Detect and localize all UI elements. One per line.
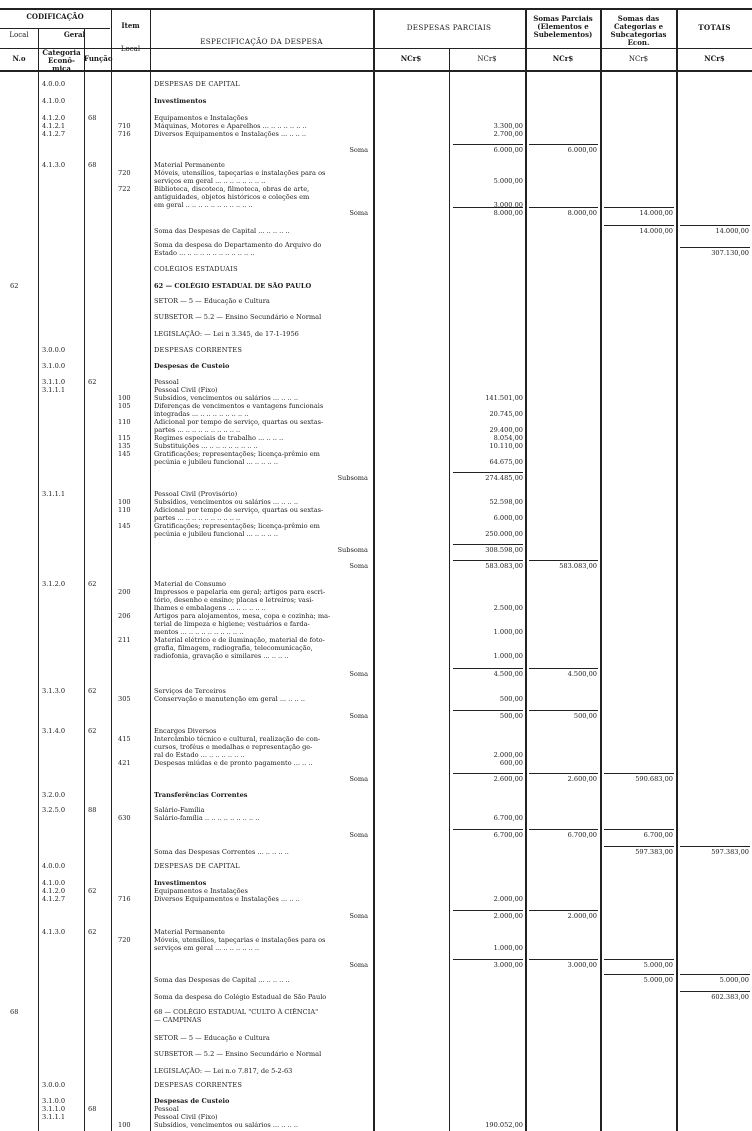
ledger-row [0,146,752,155]
category-code: 4.1.2.1 [42,122,66,130]
partial-sum-value: 6.000,00 [567,146,597,154]
ledger-row [0,814,752,823]
function-code: 68 [88,114,97,122]
header-geral: Geral [63,30,86,39]
specification-text: Gratificações; representações; licença-prêmio em [154,450,320,458]
category-code: 4.0.0.0 [42,80,66,88]
sum-underline [529,668,598,669]
category-code: 3.0.0.0 [42,346,66,354]
item-number: 110 [118,506,131,514]
specification-text: serviços em geral ... .. .. .. .. .. .. .. [154,177,266,185]
specification-text: Subsídios, vencimentos ou salários ... .. .. .. [154,498,299,506]
function-code: 62 [88,887,97,895]
sum-underline [680,247,750,248]
specification-text: Equipamentos e Instalações [154,887,248,895]
specification-text: Equipamentos e Instalações [154,114,248,122]
specification-text: Pessoal Civil (Provisório) [154,490,238,498]
specification-text: Encargos Diversos [154,727,217,735]
header-rule-bottom [0,70,752,72]
ledger-row [0,912,752,921]
specification-text: DESPESAS CORRENTES [154,346,243,354]
sum-underline [453,829,523,830]
ledger-row [0,562,752,571]
item-number: 145 [118,522,131,530]
ledger-row [0,474,752,483]
specification-text: mentos ... .. .. .. .. .. .. .. .. .. [154,628,244,636]
category-code: 4.1.2.7 [42,895,66,903]
ledger-row [0,130,752,139]
item-number: 720 [118,936,131,944]
partial-expense-value: 4.500,00 [493,670,523,678]
ledger-row [0,993,752,1002]
partial-expense-value: 2.700,00 [493,130,523,138]
specification-text: SETOR — 5 — Educação e Cultura [154,297,270,305]
specification-text: Salário-família .. .. .. .. .. .. .. .. .. [154,814,260,822]
specification-text: COLÉGIOS ESTADUAIS [154,265,238,273]
sum-underline [453,560,523,561]
specification-text: Pessoal Civil (Fixo) [154,386,218,394]
specification-text: Subsídios, vencimentos ou salários ... .. .. .. [154,394,299,402]
ledger-row [0,265,752,274]
ledger-row [0,346,752,355]
category-code: 3.1.0.0 [42,362,66,370]
ledger-row [0,895,752,904]
sum-underline [604,829,674,830]
sum-underline [453,710,523,711]
item-number: 710 [118,122,131,130]
specification-text: Subsídios, vencimentos ou salários ... .. .. .. [154,1121,299,1129]
specification-text: LEGISLAÇÃO: — Lei n 3.345, de 17-1-1956 [154,330,299,338]
specification-text: DESPESAS CORRENTES [154,1081,243,1089]
specification-text: tório, desenho e ensino; placas e letreiros; vasi- [154,596,314,604]
ledger-row [0,1034,752,1043]
sum-underline [680,225,750,226]
specification-text: em geral .. .. .. .. .. .. .. .. .. .. .. [154,201,253,209]
specification-text: Soma das Despesas de Capital ... .. .. .. .. [154,227,290,235]
specification-text: pecúnia e jubileu funcional ... .. .. .. .. [154,530,278,538]
partial-expense-value: 583.083,00 [485,562,523,570]
ledger-row [0,652,752,661]
sum-underline [604,773,674,774]
ledger-row [0,209,752,218]
specification-text: Diversos Equipamentos e Instalações ... .. .. .. [154,130,307,138]
partial-expense-value: 52.598,00 [489,498,523,506]
category-sum-value: 597.383,00 [635,848,673,856]
header-local: Local [9,31,29,39]
partial-expense-value: 2.500,00 [493,604,523,612]
partial-expense-value: 1.000,00 [493,944,523,952]
specification-text: Material de Consumo [154,580,226,588]
ledger-row [0,330,752,339]
specification-text: Material Permanente [154,928,225,936]
partial-sum-value: 583.083,00 [559,562,597,570]
header-rule-codificacao [0,28,110,29]
sum-underline [529,207,598,208]
partial-expense-value: 8.000,00 [493,209,523,217]
specification-text: Soma [349,670,368,678]
specification-text: grafia, filmagem, radiografia, telecomunicação, [154,644,313,652]
partial-expense-value: 8.054,00 [493,434,523,442]
function-code: 62 [88,378,97,386]
ledger-row [0,458,752,467]
item-number: 421 [118,759,131,767]
partial-expense-value: 1.000,00 [493,652,523,660]
header-somas-parciais: Somas Parciais (Elementos e Subelementos) [533,14,593,39]
header-ncr-1: NCr$ [400,54,422,63]
specification-text: — CAMPINAS [154,1016,202,1024]
category-sum-value: 5.000,00 [643,976,673,984]
sum-underline [604,974,674,975]
specification-text: Soma da despesa do Departamento do Arquivo do [154,241,322,249]
partial-expense-value: 2.000,00 [493,895,523,903]
partial-expense-value: 10.110,00 [489,442,523,450]
ledger-row [0,313,752,322]
partial-sum-value: 3.000,00 [567,961,597,969]
sum-underline [680,991,750,992]
specification-text: SUBSETOR — 5.2 — Ensino Secundário e Normal [154,1050,322,1058]
specification-text: Soma [349,961,368,969]
category-code: 4.1.2.0 [42,887,66,895]
ledger-row [0,227,752,236]
specification-text: partes ... .. .. .. .. .. .. .. .. .. [154,514,241,522]
ledger-row [0,862,752,871]
ledger-row [0,1081,752,1090]
ledger-row [0,695,752,704]
category-code: 3.2.0.0 [42,791,66,799]
ledger-row [0,249,752,258]
specification-text: Transferências Correntes [154,791,248,799]
category-code: 4.1.0.0 [42,879,66,887]
ledger-row [0,670,752,679]
sum-underline [453,472,523,473]
specification-text: Despesas de Custeio [154,1097,230,1105]
partial-expense-value: 29.400,00 [489,426,523,434]
specification-text: Regimes especiais de trabalho ... .. .. .. [154,434,284,442]
ledger-row [0,1121,752,1130]
sum-underline [529,959,598,960]
category-code: 4.1.3.0 [42,928,66,936]
specification-text: Investimentos [154,879,207,887]
ledger-row [0,944,752,953]
sum-underline [529,910,598,911]
partial-expense-value: 500,00 [499,695,523,703]
partial-expense-value: 6.000,00 [493,146,523,154]
partial-sum-value: 4.500,00 [567,670,597,678]
sum-underline [529,710,598,711]
partial-expense-value: 250.000,00 [485,530,523,538]
category-sum-value: 590.683,00 [635,775,673,783]
category-code: 3.1.3.0 [42,687,66,695]
ledger-row [0,297,752,306]
specification-text: partes ... .. .. .. .. .. .. .. .. .. [154,426,241,434]
specification-text: SUBSETOR — 5.2 — Ensino Secundário e Normal [154,313,322,321]
specification-text: Móveis, utensílios, tapeçarias e instalações para os [154,169,326,177]
item-number: 145 [118,450,131,458]
sum-underline [529,773,598,774]
ledger-row [0,712,752,721]
partial-expense-value: 3.300,00 [493,122,523,130]
header-item-local: Local [120,45,141,53]
specification-text: Soma [349,209,368,217]
ledger-row [0,961,752,970]
specification-text: Adicional por tempo de serviço, quartas ou sextas- [154,418,324,426]
function-code: 68 [88,161,97,169]
ledger-row [0,976,752,985]
specification-text: Soma [349,831,368,839]
sum-underline [604,959,674,960]
partial-expense-value: 6.700,00 [493,831,523,839]
specification-text: LEGISLAÇÃO: — Lei n.o 7.817, de 5-2-63 [154,1067,293,1075]
specification-text: antiguidades, objetos históricos e coleções em [154,193,310,201]
partial-sum-value: 2.000,00 [567,912,597,920]
specification-text: Biblioteca, discoteca, filmoteca, obras de arte, [154,185,310,193]
header-ncr-5: NCr$ [704,54,725,63]
specification-text: Soma [349,712,368,720]
function-code: 62 [88,727,97,735]
specification-text: Despesas miúdas e de pronto pagamento ... .. .. [154,759,313,767]
category-code: 3.1.4.0 [42,727,66,735]
specification-text: Despesas de Custeio [154,362,230,370]
specification-text: Investimentos [154,97,207,105]
category-code: 3.0.0.0 [42,1081,66,1089]
header-ncr-2: NCr$ [477,55,497,63]
sum-underline [680,846,750,847]
header-numero: N.o [12,54,26,63]
item-number: 206 [118,612,131,620]
category-sum-value: 14.000,00 [639,227,673,235]
specification-text: Subsoma [337,546,368,554]
total-value: 5.000,00 [719,976,749,984]
item-number: 630 [118,814,131,822]
total-value: 597.383,00 [711,848,749,856]
sum-underline [529,144,598,145]
category-sum-value: 5.000,00 [643,961,673,969]
partial-expense-value: 1.000,00 [493,628,523,636]
ledger-row [0,97,752,106]
function-code: 62 [88,687,97,695]
category-code: 4.1.0.0 [42,97,66,105]
item-number: 305 [118,695,131,703]
category-code: 3.1.1.1 [42,1113,66,1121]
ledger-row [0,362,752,371]
local-number: 62 [10,282,19,290]
specification-text: 68 — COLÉGIO ESTADUAL "CULTO À CIÊNCIA" [154,1008,319,1016]
function-code: 62 [88,928,97,936]
category-sum-value: 14.000,00 [639,209,673,217]
item-number: 110 [118,418,131,426]
specification-text: Salário-Família [154,806,205,814]
specification-text: ral do Estado ... .. .. .. .. .. .. [154,751,245,759]
specification-text: Diferenças de vencimentos e vantagens funcionais [154,402,324,410]
partial-expense-value: 2.000,00 [493,751,523,759]
header-despesas-parciais: DESPESAS PARCIAIS [406,23,492,32]
item-number: 105 [118,402,131,410]
ledger-row [0,759,752,768]
ledger-row [0,530,752,539]
item-number: 135 [118,442,131,450]
specification-text: Máquinas, Motores e Aparelhos ... .. .. .. .. .. .. [154,122,307,130]
category-code: 4.1.3.0 [42,161,66,169]
ledger-row [0,282,752,291]
item-number: 722 [118,185,131,193]
specification-text: Soma da despesa do Colégio Estadual de São Paulo [154,993,327,1001]
sum-underline [529,560,598,561]
item-number: 415 [118,735,131,743]
category-sum-value: 6.700,00 [643,831,673,839]
partial-expense-value: 141.501,00 [485,394,523,402]
sum-underline [604,207,674,208]
category-code: 3.1.0.0 [42,1097,66,1105]
partial-sum-value: 6.700,00 [567,831,597,839]
specification-text: SETOR — 5 — Educação e Cultura [154,1034,270,1042]
specification-text: Soma das Despesas Correntes ... .. .. .. .. [154,848,289,856]
item-number: 115 [118,434,131,442]
partial-expense-value: 190.052,00 [485,1121,523,1129]
partial-expense-value: 308.598,00 [485,546,523,554]
specification-text: radiofonia, gravação e similares ... .. .. .. [154,652,289,660]
partial-expense-value: 2.000,00 [493,912,523,920]
specification-text: Material elétrico e de iluminação, material de foto- [154,636,325,644]
specification-text: Pessoal [154,378,179,386]
specification-text: Soma [349,146,368,154]
partial-expense-value: 20.745,00 [489,410,523,418]
ledger-row [0,848,752,857]
item-number: 200 [118,588,131,596]
ledger-row [0,1050,752,1059]
sum-underline [453,207,523,208]
item-number: 100 [118,394,131,402]
total-value: 602.383,00 [711,993,749,1001]
header-ncr-4: NCr$ [628,55,649,63]
total-value: 14.000,00 [715,227,749,235]
specification-text: Soma [349,562,368,570]
category-code: 3.1.1.0 [42,378,66,386]
header-especificacao: ESPECIFICAÇÃO DA DESPESA [200,37,323,46]
item-number: 716 [118,130,131,138]
specification-text: serviços em geral ... .. .. .. .. .. .. [154,944,260,952]
specification-text: Estado ... .. .. .. .. .. .. .. .. .. .. .. [154,249,255,257]
partial-sum-value: 2.600,00 [567,775,597,783]
specification-text: pecúnia e jubileu funcional ... .. .. .. .. [154,458,278,466]
specification-text: integradas ... .. .. .. .. .. .. .. .. [154,410,249,418]
specification-text: Intercâmbio técnico e cultural, realização de con- [154,735,321,743]
item-number: 720 [118,169,131,177]
header-codificacao: CODIFICAÇÃO [26,12,84,21]
sum-underline [680,974,750,975]
top-border [0,8,752,10]
sum-underline [604,846,674,847]
header-categoria: Categoria Econô-mica [42,48,81,73]
partial-expense-value: 6.000,00 [493,514,523,522]
category-code: 3.1.1.1 [42,386,66,394]
sum-underline [453,668,523,669]
item-number: 211 [118,636,131,644]
specification-text: Conservação e manutenção em geral ... .. .. .. [154,695,306,703]
category-code: 3.1.2.0 [42,580,66,588]
specification-text: Soma [349,775,368,783]
partial-expense-value: 3.000,00 [493,201,523,209]
category-code: 3.1.1.1 [42,490,66,498]
specification-text: Adicional por tempo de serviço, quartas ou sextas- [154,506,324,514]
specification-text: Móveis, utensílios, tapeçarias e instalações para os [154,936,326,944]
specification-text: Soma das Despesas de Capital ... .. .. .. .. [154,976,290,984]
specification-text: Substituições ... .. .. .. .. .. .. .. .. [154,442,258,450]
header-item: Item [121,21,140,30]
header-funcao: Função [84,54,113,63]
ledger-row [0,791,752,800]
specification-text: Pessoal Civil (Fixo) [154,1113,218,1121]
specification-text: 62 — COLÉGIO ESTADUAL DE SÃO PAULO [154,282,312,290]
ledger-row [0,1067,752,1076]
function-code: 68 [88,1105,97,1113]
partial-expense-value: 500,00 [499,712,523,720]
header-somas-categorias: Somas das Categorias e Subcategorias Econ. [610,14,667,47]
category-code: 4.0.0.0 [42,862,66,870]
sum-underline [453,544,523,545]
sum-underline [453,959,523,960]
specification-text: Gratificações; representações; licença-prêmio em [154,522,320,530]
partial-sum-value: 8.000,00 [567,209,597,217]
specification-text: terial de limpeza e higiene; vestuários e farda- [154,620,310,628]
partial-expense-value: 5.000,00 [493,177,523,185]
partial-expense-value: 6.700,00 [493,814,523,822]
local-number: 68 [10,1008,19,1016]
sum-underline [453,144,523,145]
ledger-row [0,831,752,840]
category-code: 3.1.1.0 [42,1105,66,1113]
sum-underline [604,225,674,226]
partial-expense-value: 274.485,00 [485,474,523,482]
item-number: 716 [118,895,131,903]
category-code: 4.1.2.7 [42,130,66,138]
item-number: 100 [118,498,131,506]
specification-text: Diversos Equipamentos e Instalações ... .. .. [154,895,300,903]
specification-text: cursos, troféus e medalhas e representação ge- [154,743,313,751]
ledger-row [0,1016,752,1025]
partial-expense-value: 3.000,00 [493,961,523,969]
specification-text: Soma [349,912,368,920]
partial-sum-value: 500,00 [573,712,597,720]
category-code: 4.1.2.0 [42,114,66,122]
ledger-row [0,80,752,89]
header-ncr-3: NCr$ [552,54,574,63]
specification-text: Impressos e papelaria em geral; artigos para escri- [154,588,326,596]
function-code: 62 [88,580,97,588]
sum-underline [453,773,523,774]
specification-text: DESPESAS DE CAPITAL [154,862,240,870]
function-code: 88 [88,806,97,814]
specification-text: DESPESAS DE CAPITAL [154,80,240,88]
header-totais: TOTAIS [698,23,731,32]
specification-text: Subsoma [337,474,368,482]
category-code: 3.2.5.0 [42,806,66,814]
item-number: 100 [118,1121,131,1129]
total-value: 307.130,00 [711,249,749,257]
specification-text: Material Permanente [154,161,225,169]
sum-underline [529,829,598,830]
specification-text: Serviços de Terceiros [154,687,226,695]
specification-text: Artigos para alojamentos, mesa, copa e cozinha; ma- [154,612,331,620]
partial-expense-value: 64.675,00 [489,458,523,466]
ledger-row [0,546,752,555]
specification-text: Pessoal [154,1105,179,1113]
specification-text: lhames e embalagens ... .. .. .. .. .. [154,604,266,612]
ledger-row [0,775,752,784]
sum-underline [453,910,523,911]
partial-expense-value: 2.600,00 [493,775,523,783]
partial-expense-value: 600,00 [499,759,523,767]
